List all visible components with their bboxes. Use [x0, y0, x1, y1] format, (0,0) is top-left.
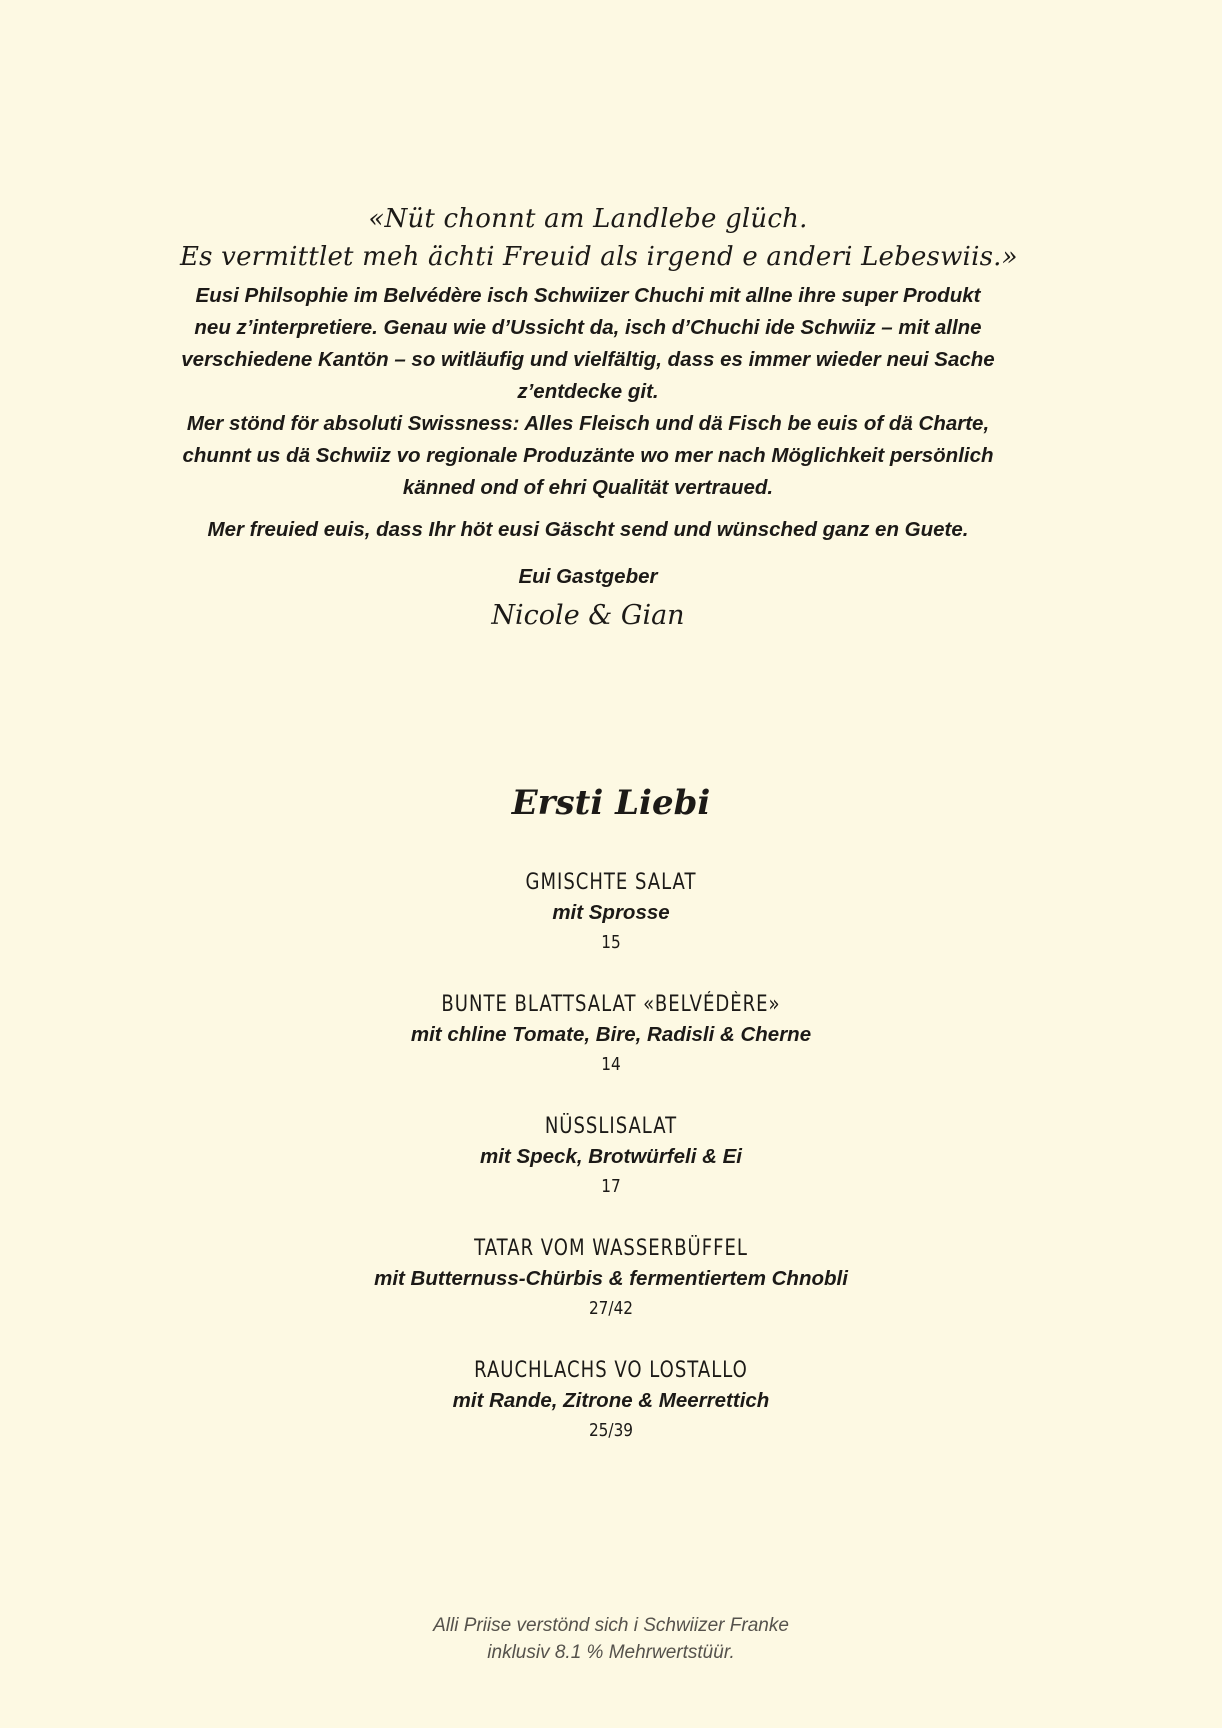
price-note-line-2: inklusiv 8.1 % Mehrwertstüür.: [487, 1642, 735, 1663]
section-title: Ersti Liebi: [511, 783, 711, 823]
dish-description: mit chline Tomate, Bire, Radisli & Cherne: [410, 1023, 812, 1046]
menu-item: [0, 1234, 1222, 1356]
price-note-line-1: Alli Priise verstönd sich i Schwiizer Franke: [433, 1615, 789, 1636]
intro-quote: [180, 200, 1018, 276]
philosophy-text: [180, 280, 996, 504]
philosophy-paragraph-2: Mer stönd för absoluti Swissness: Alles Fleisch und dä Fisch be euis of dä Charte, chunnt us dä Schwiiz vo regionale Produzänte wo mer nach Möglichkeit persönlich känned ond of ehri Qualität vertraued.: [182, 412, 994, 499]
menu-item: [0, 868, 1222, 990]
philosophy-paragraph-1: Eusi Philsophie im Belvédère isch Schwiizer Chuchi mit allne ihre super Produkt neu z’interpretiere. Genau wie d’Ussicht da, isch d’Chuchi ide Schwiiz – mit allne verschiedene Kantön – so witläufig und vielfältig, dass es immer wieder neui Sache z’entdecke git.: [181, 284, 995, 403]
quote-line-2: Es vermittlet meh ächti Freuid als irgend e anderi Lebeswiis.»: [180, 242, 1018, 272]
menu-list: [0, 868, 1222, 1478]
dish-description: mit Butternuss-Chürbis & fermentiertem Chnobli: [374, 1267, 848, 1290]
dish-price: 15: [601, 932, 621, 953]
dish-price: 14: [601, 1054, 621, 1075]
dish-price: 25/39: [588, 1420, 634, 1441]
menu-item: [0, 990, 1222, 1112]
dish-name: NÜSSLISALAT: [544, 1114, 678, 1139]
dish-name: BUNTE BLATTSALAT «BELVÉDÈRE»: [441, 992, 781, 1017]
dish-price: 27/42: [588, 1298, 634, 1319]
dish-name: GMISCHTE SALAT: [525, 870, 697, 895]
dish-name: TATAR VOM WASSERBÜFFEL: [474, 1236, 748, 1261]
greeting-text: Mer freuied euis, dass Ihr höt eusi Gäscht send und wünsched ganz en Guete.: [207, 518, 969, 541]
host-names: Nicole & Gian: [491, 600, 685, 631]
intro-block: [180, 200, 1018, 636]
price-note: [0, 1612, 1222, 1666]
dish-price: 17: [601, 1176, 621, 1197]
dish-description: mit Sprosse: [552, 901, 670, 924]
dish-description: mit Rande, Zitrone & Meerrettich: [452, 1389, 770, 1412]
dish-description: mit Speck, Brotwürfeli & Ei: [480, 1145, 742, 1168]
dish-name: RAUCHLACHS VO LOSTALLO: [474, 1358, 748, 1383]
quote-line-1: «Nüt chonnt am Landlebe glüch.: [368, 204, 808, 234]
host-label: Eui Gastgeber: [518, 565, 658, 588]
menu-item: [0, 1356, 1222, 1478]
menu-item: [0, 1112, 1222, 1234]
